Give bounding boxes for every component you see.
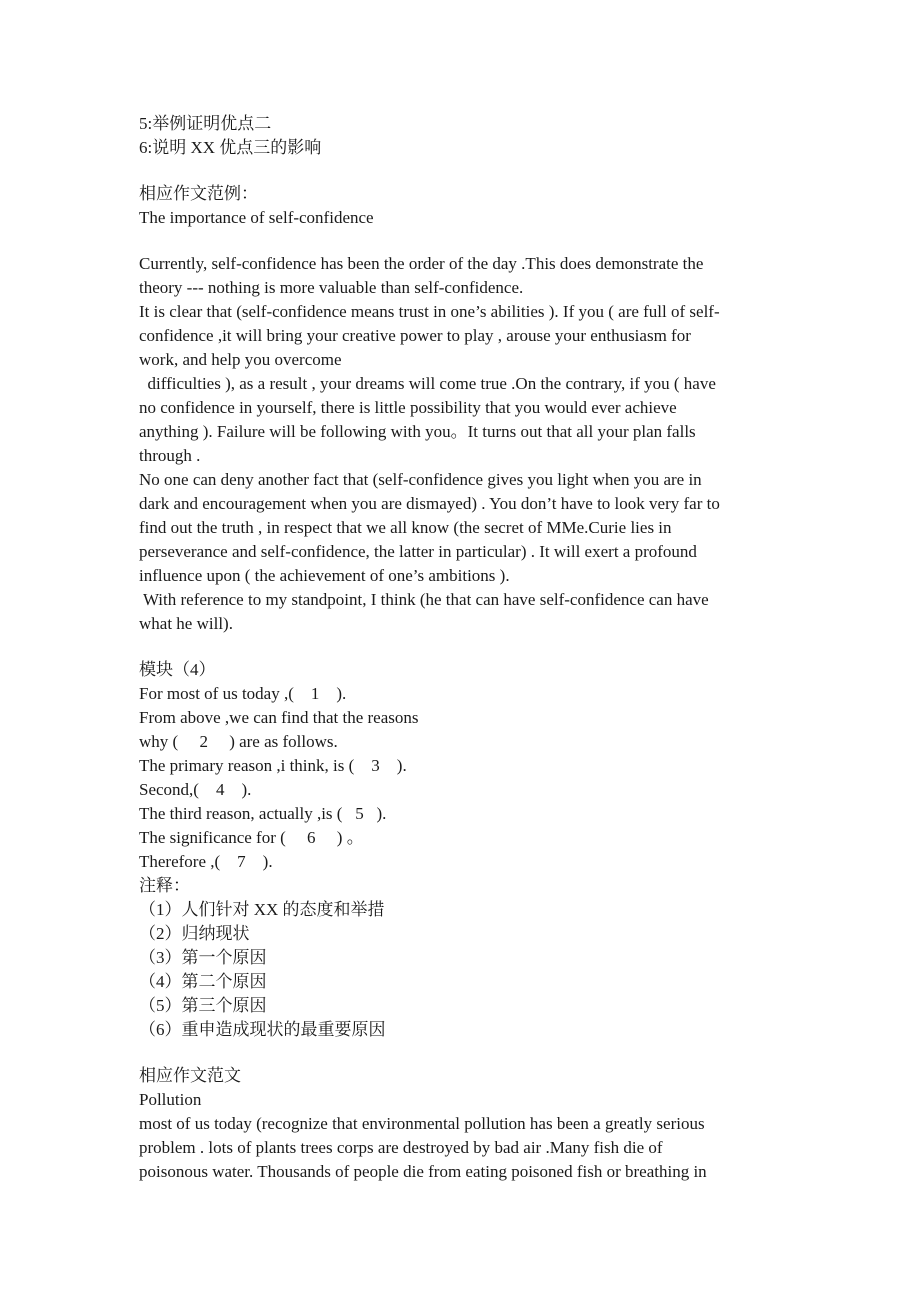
essay-line: what he will). (139, 614, 233, 633)
spacer (139, 636, 784, 658)
essay-line: difficulties ), as a result , your dreams will come true .On the contrary, if you ( have (139, 374, 716, 393)
module-4-template (139, 658, 784, 1042)
template-line: The third reason, actually ,is ( 5 ). (139, 804, 387, 823)
spacer (139, 160, 784, 182)
essay-line: No one can deny another fact that (self-confidence gives you light when you are in (139, 470, 702, 489)
essay-line: problem . lots of plants trees corps are destroyed by bad air .Many fish die of (139, 1138, 663, 1157)
essay-line: dark and encouragement when you are dismayed) . You don’t have to look very far to (139, 494, 720, 513)
template-line: For most of us today ,( 1 ). (139, 684, 347, 703)
essay-line: most of us today (recognize that environmental pollution has been a greatly serious (139, 1114, 705, 1133)
sample-essay-1 (139, 182, 784, 636)
spacer (139, 1042, 784, 1064)
document-page (139, 112, 784, 1184)
essay-line: It is clear that (self-confidence means trust in one’s abilities ). If you ( are full of self- (139, 302, 720, 321)
essay-title: The importance of self-confidence (139, 208, 374, 227)
essay-line: With reference to my standpoint, I think (he that can have self-confidence can have (139, 590, 709, 609)
template-line: The primary reason ,i think, is ( 3 ). (139, 756, 407, 775)
note-item: （2）归纳现状 (139, 924, 250, 943)
essay-line: influence upon ( the achievement of one’s ambitions ). (139, 566, 510, 585)
essay-line: poisonous water. Thousands of people die from eating poisoned fish or breathing in (139, 1162, 707, 1181)
module-heading: 模块（4） (139, 660, 216, 679)
note-item: （4）第二个原因 (139, 972, 267, 991)
essay-line: no confidence in yourself, there is little possibility that you would ever achieve (139, 398, 677, 417)
essay-line: anything ). Failure will be following with you。It turns out that all your plan falls (139, 422, 696, 441)
template-line: The significance for ( 6 ) 。 (139, 828, 364, 847)
essay-line: perseverance and self-confidence, the latter in particular) . It will exert a profound (139, 542, 697, 561)
essay-line: through . (139, 446, 201, 465)
section-heading: 相应作文范例： (139, 184, 258, 203)
template-line: From above ,we can find that the reasons (139, 708, 419, 727)
note-item: （5）第三个原因 (139, 996, 267, 1015)
section-heading: 相应作文范文 (139, 1066, 241, 1085)
sample-essay-2 (139, 1064, 784, 1184)
note-item: （1）人们针对 XX 的态度和举措 (139, 900, 385, 919)
essay-line: work, and help you overcome (139, 350, 342, 369)
outline-steps (139, 112, 784, 160)
essay-title: Pollution (139, 1090, 202, 1109)
template-line: Therefore ,( 7 ). (139, 852, 273, 871)
note-item: （6）重申造成现状的最重要原因 (139, 1020, 386, 1039)
essay-line: theory --- nothing is more valuable than self-confidence. (139, 278, 524, 297)
essay-line: confidence ,it will bring your creative power to play , arouse your enthusiasm for (139, 326, 691, 345)
template-line: Second,( 4 ). (139, 780, 252, 799)
spacer (139, 230, 784, 252)
outline-step-5: 5:举例证明优点二 (139, 114, 272, 133)
notes-heading: 注释： (139, 876, 190, 895)
essay-line: find out the truth , in respect that we all know (the secret of MMe.Curie lies in (139, 518, 672, 537)
essay-line: Currently, self-confidence has been the order of the day .This does demonstrate the (139, 254, 704, 273)
note-item: （3）第一个原因 (139, 948, 267, 967)
template-line: why ( 2 ) are as follows. (139, 732, 338, 751)
outline-step-6: 6:说明 XX 优点三的影响 (139, 138, 322, 157)
